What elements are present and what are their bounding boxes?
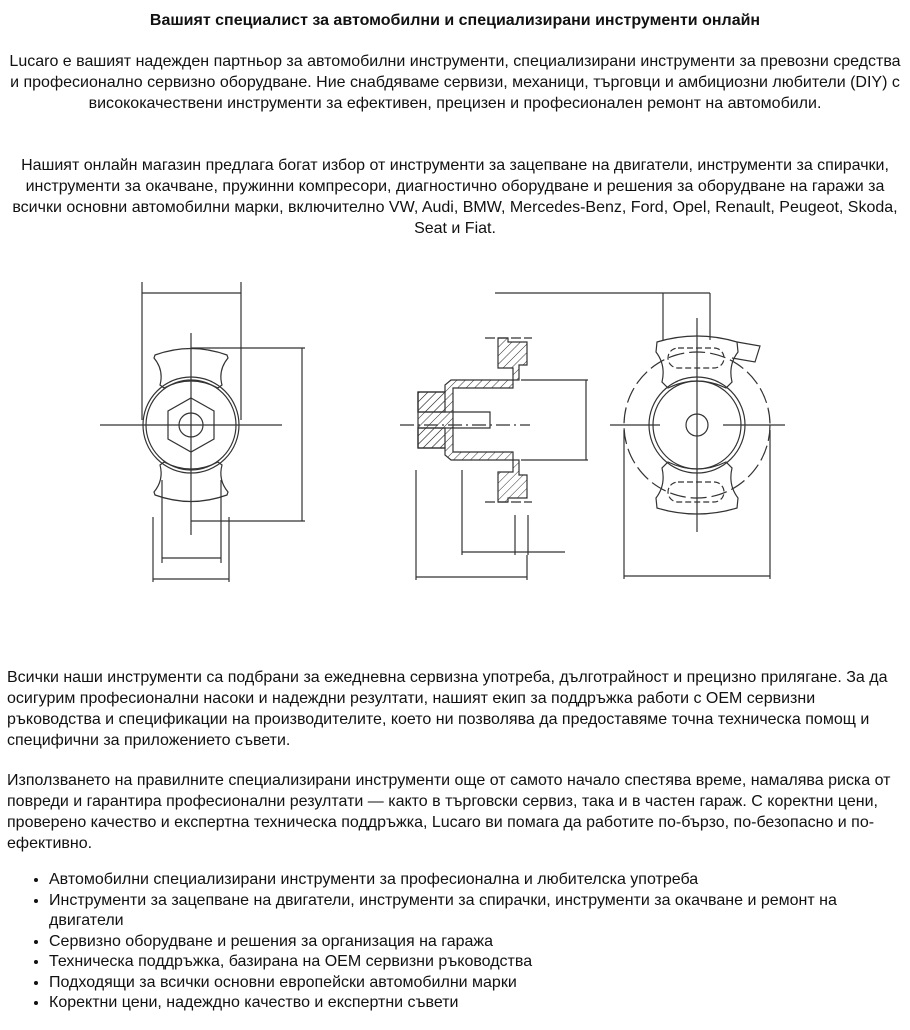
body-paragraph-2: Използването на правилните специализирани инструменти още от самото начало спестява време, намалява риска от повреди и гарантира професионални резултати — както в търговски сервиз, така и в частен гараж. С коректни цени, проверено качество и експертна техническа поддръжка, Lucaro ви помага да работите по-бързо, по-безопасно и по-ефективно. (7, 772, 891, 852)
feature-list-item: • Техническа поддръжка, базирана на OEM сервизни ръководства (49, 952, 909, 973)
feature-list (0, 870, 909, 1014)
technical-drawing (100, 270, 820, 630)
feature-list-item: • Сервизно оборудване и решения за организация на гаража (49, 932, 909, 953)
feature-list-item: • Автомобилни специализирани инструменти за професионална и любителска употреба (49, 870, 909, 891)
page-heading: Вашият специалист за автомобилни и специализирани инструменти онлайн (149, 12, 761, 29)
body-paragraph-1: Всички наши инструменти са подбрани за ежедневна сервизна употреба, дълготрайност и прецизно прилягане. За да осигурим професионални насоки и надеждни резултати, нашият екип за поддръжка работи с OEM сервизни ръководства и спецификации на производителите, което ни позволява да предоставяме точна техническа помощ и специфични за приложението съвети. (7, 669, 888, 749)
intro-paragraph-1: Lucaro е вашият надежден партньор за автомобилни инструменти, специализирани инструменти за превозни средства и професионално сервизно оборудване. Ние снабдяваме сервизи, механици, търговци и амбициозни любители (DIY) с висококачествени инструменти за ефективен, прецизен и професионален ремонт на автомобили. (9, 53, 901, 112)
feature-list-item: • Подходящи за всички основни европейски автомобилни марки (49, 973, 909, 994)
feature-list-item: • Инструменти за зацепване на двигатели, инструменти за спирачки, инструменти за окачване и ремонт на двигатели (49, 891, 909, 932)
front-view-drawing (100, 282, 305, 582)
side-view-drawing (610, 293, 785, 579)
feature-list-item: • Коректни цени, надеждно качество и експертни съвети (49, 993, 909, 1014)
intro-paragraph-2: Нашият онлайн магазин предлага богат избор от инструменти за зацепване на двигатели, инструменти за спирачки, инструменти за окачване, пружинни компресори, диагностично оборудване и решения за оборудване на гаражи за всички основни автомобилни марки, включително VW, Audi, BMW, Mercedes-Benz, Ford, Opel, Renault, Peugeot, Skoda, Seat и Fiat. (12, 157, 898, 237)
